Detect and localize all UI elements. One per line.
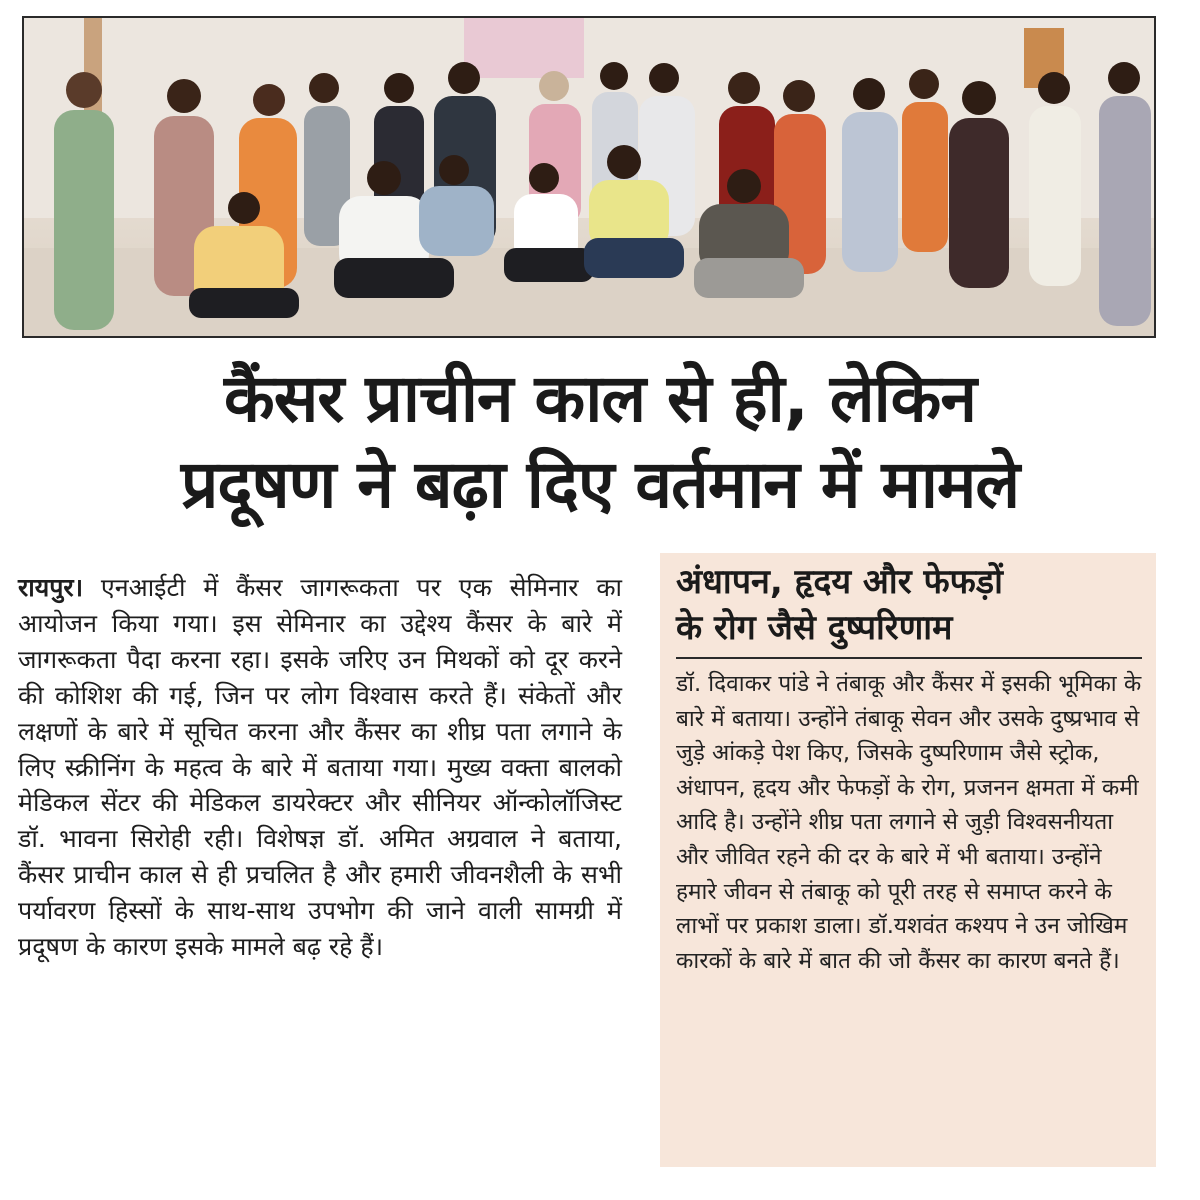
sidebar-heading-line-1: अंधापन, हृदय और फेफड़ों — [676, 562, 1003, 602]
dateline: रायपुर। — [18, 573, 84, 602]
article-text: एनआईटी में कैंसर जागरूकता पर एक सेमिनार का आयोजन किया गया। इस सेमिनार का उद्देश्य कैंसर के बारे में जागरूकता पैदा करना रहा। इसके जरिए उन मिथकों को दूर करने की कोशिश की गई, जिन पर लोग विश्वास करते हैं। संकेतों और लक्षणों के बारे में सूचित करना और कैंसर का शीघ्र पता लगाने के लिए स्क्रीनिंग के महत्व के बारे में बताया गया। मुख्य वक्ता बालको मेडिकल सेंटर की मेडिकल डायरेक्टर और सीनियर ऑन्कोलॉजिस्ट डॉ. भावना सिरोही रही। विशेषज्ञ डॉ. अमित अग्रवाल ने बताया, कैंसर प्राचीन काल से ही प्रचलित है और हमारी जीवनशैली के सभी पर्यावरण हिस्सों के साथ-साथ उपभोग की जाने वाली सामग्री में प्रदूषण के कारण इसके मामले बढ़ रहे हैं। — [18, 573, 622, 962]
headline-line-2: प्रदूषण ने बढ़ा दिए वर्तमान में मामले — [180, 446, 1020, 523]
group-photo-illustration — [24, 18, 1154, 336]
sidebar-box — [660, 553, 1156, 1167]
article-body — [18, 570, 622, 965]
headline-line-1: कैंसर प्राचीन काल से ही, लेकिन — [224, 360, 976, 437]
sidebar-text: डॉ. दिवाकर पांडे ने तंबाकू और कैंसर में इसकी भूमिका के बारे में बताया। उन्होंने तंबाकू सेवन और उसके दुष्प्रभाव से जुड़े आंकड़े पेश किए, जिसके दुष्परिणाम जैसे स्ट्रोक, अंधापन, हृदय और फेफड़ों के रोग, प्रजनन क्षमता में कमी आदि है। उन्होंने शीघ्र पता लगाने से जुड़ी विश्वसनीयता और जीवित रहने की दर के बारे में भी बताया। उन्होंने हमारे जीवन से तंबाकू को पूरी तरह से समाप्त करने के लाभों पर प्रकाश डाला। डॉ.यशवंत कश्यप ने उन जोखिम कारकों के बारे में बात की जो कैंसर का कारण बनते हैं। — [676, 671, 1142, 974]
sidebar-heading — [676, 559, 1142, 659]
sidebar-heading-line-2: के रोग जैसे दुष्परिणाम — [676, 608, 953, 648]
headline — [10, 356, 1190, 528]
group-photo — [22, 16, 1156, 338]
